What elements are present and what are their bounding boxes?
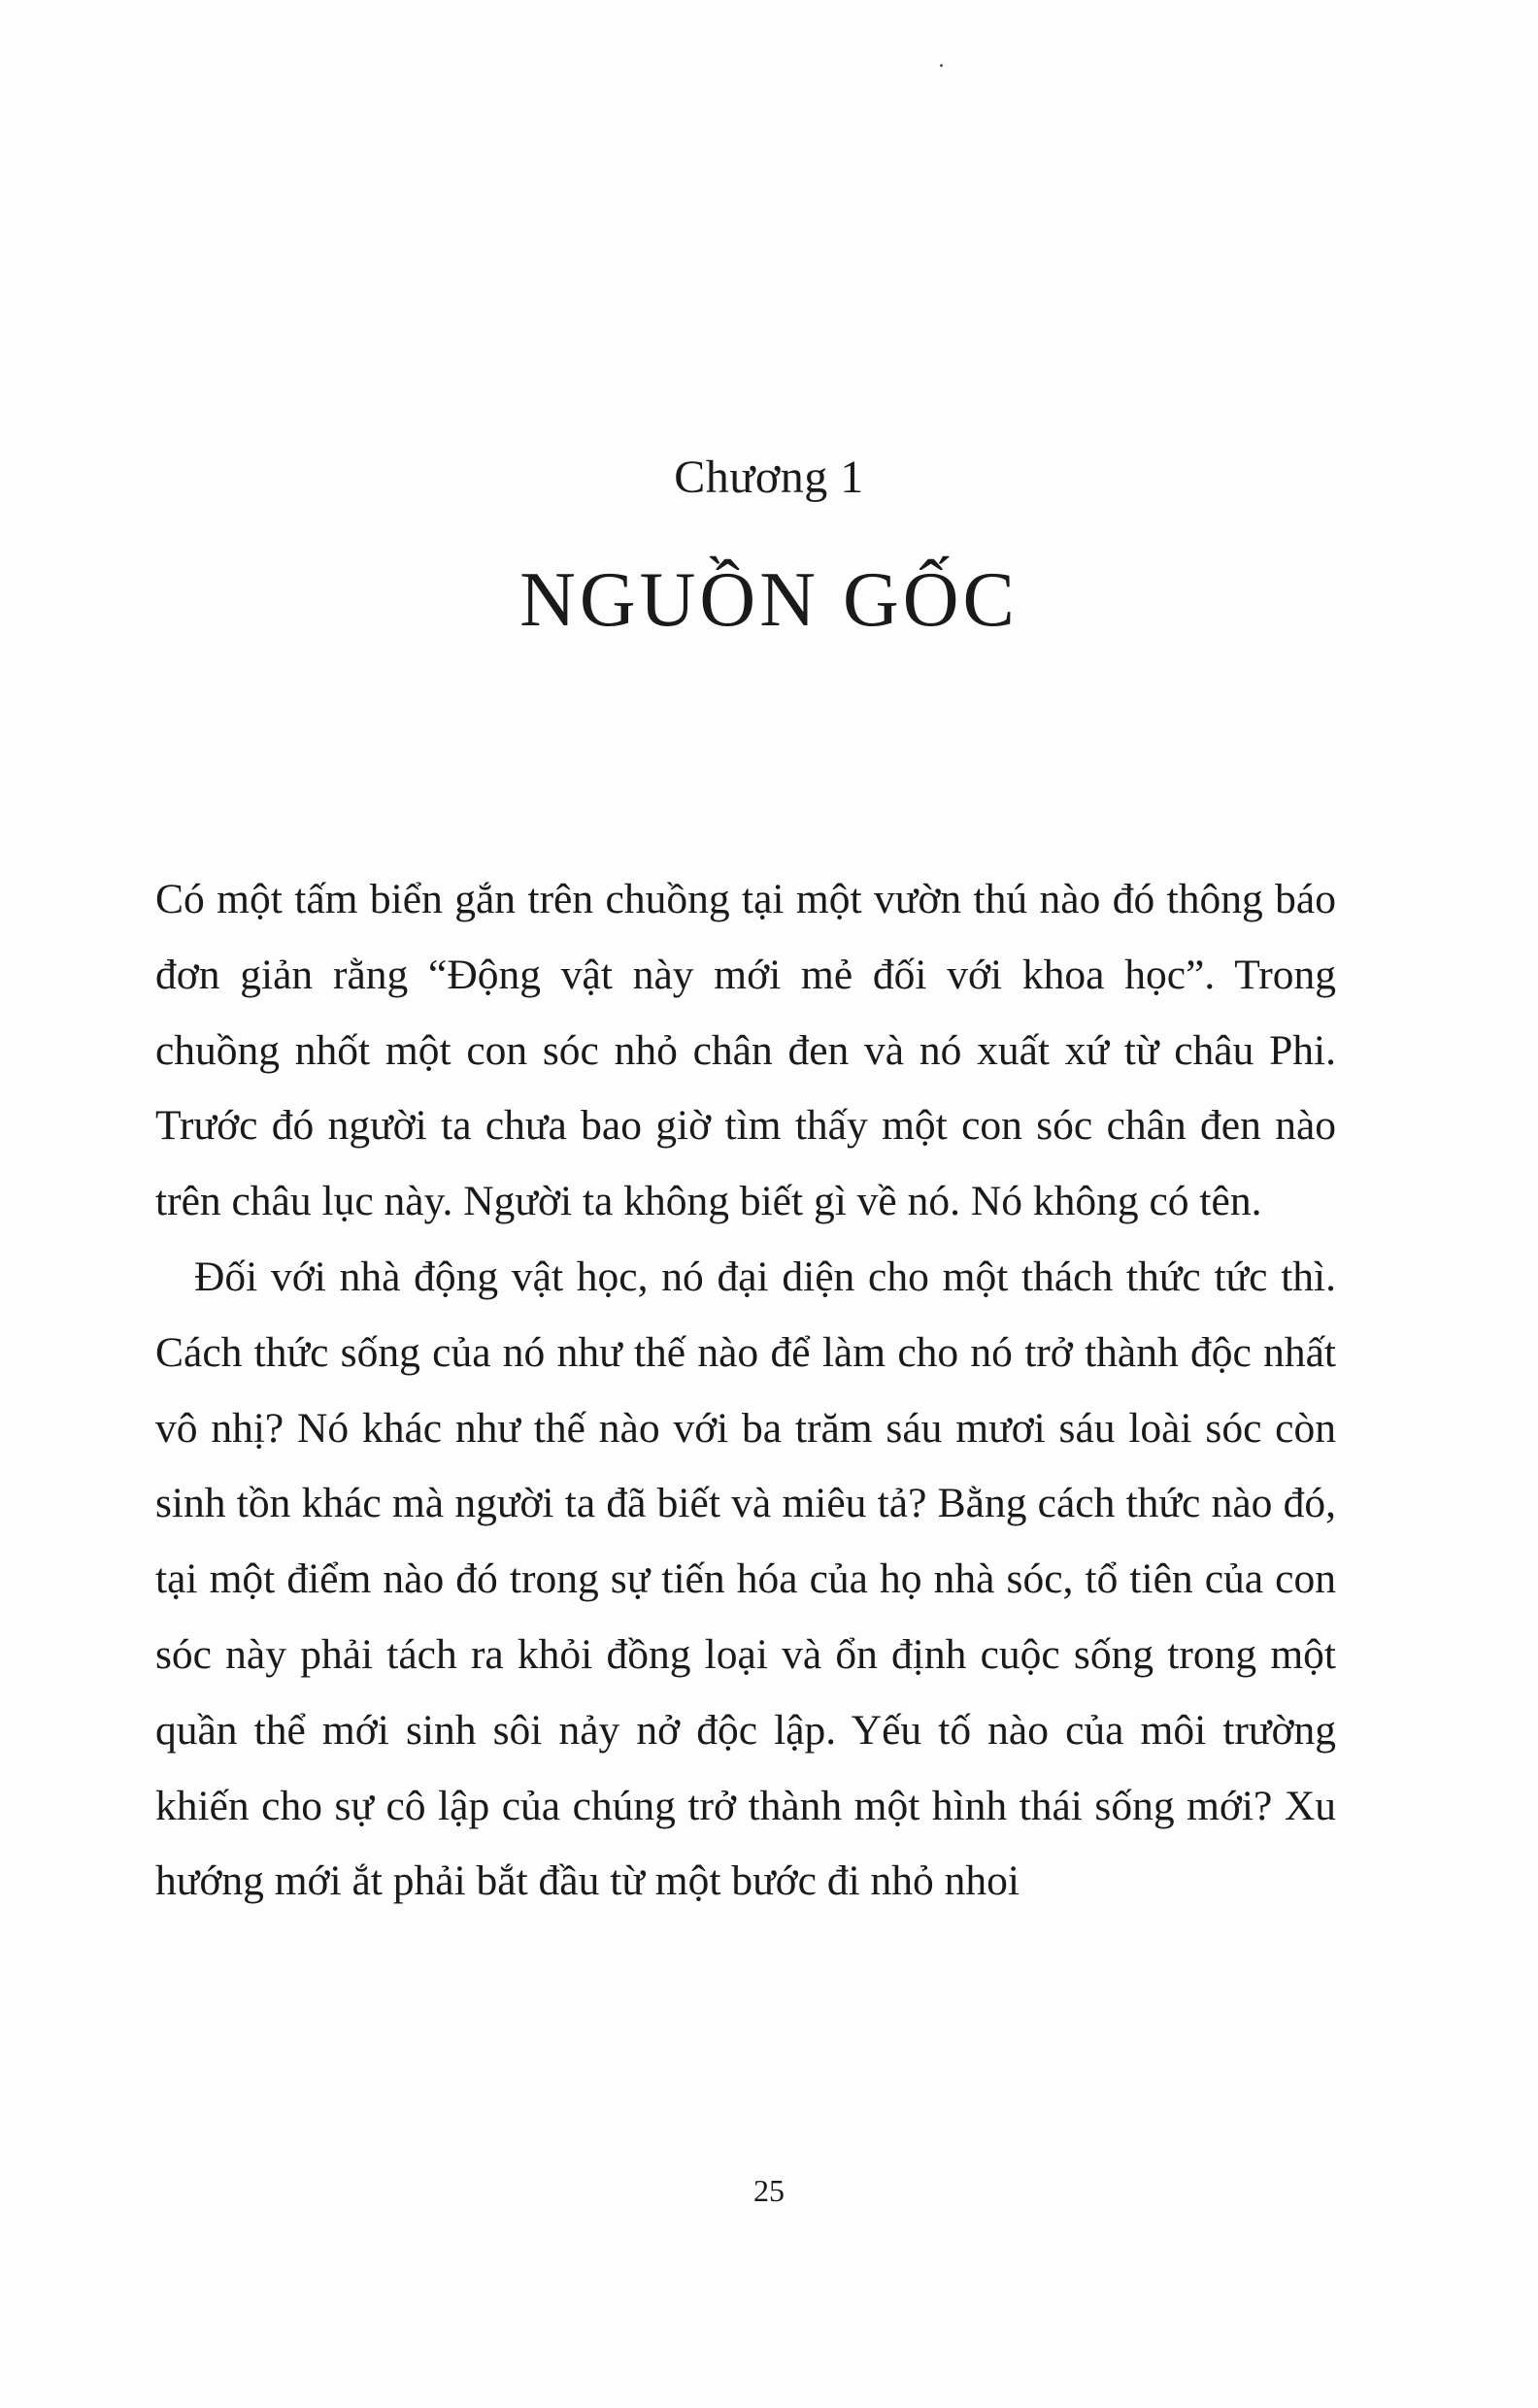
chapter-label: Chương 1 xyxy=(674,452,864,503)
paragraph-2: Đối với nhà động vật học, nó đại diện cho một thách thức tức thì. Cách thức sống của nó như thế nào để làm cho nó trở thành độc nhất vô nhị? Nó khác như thế nào với ba trăm sáu mươi sáu loài sóc còn sinh tồn khác mà người ta đã biết và miêu tả? Bằng cách thức nào đó, tại một điểm nào đó trong sự tiến hóa của họ nhà sóc, tổ tiên của con sóc này phải tách ra khỏi đồng loại và ổn định cuộc sống trong một quần thể mới sinh sôi nảy nở độc lập. Yếu tố nào của môi trường khiến cho sự cô lập của chúng trở thành một hình thái sống mới? Xu hướng mới ắt phải bắt đầu từ một bước đi nhỏ nhoi xyxy=(155,1253,1336,1905)
page-number: 25 xyxy=(753,2173,785,2208)
chapter-title: NGUỒN GỐC xyxy=(519,557,1019,643)
paper-speck xyxy=(940,64,943,67)
chapter-body xyxy=(155,862,1336,1920)
paragraph-1: Có một tấm biển gắn trên chuồng tại một vườn thú nào đó thông báo đơn giản rằng “Động vật này mới mẻ đối với khoa học”. Trong chuồng nhốt một con sóc nhỏ chân đen và nó xuất xứ từ châu Phi. Trước đó người ta chưa bao giờ tìm thấy một con sóc chân đen nào trên châu lục này. Người ta không biết gì về nó. Nó không có tên. xyxy=(155,876,1336,1225)
